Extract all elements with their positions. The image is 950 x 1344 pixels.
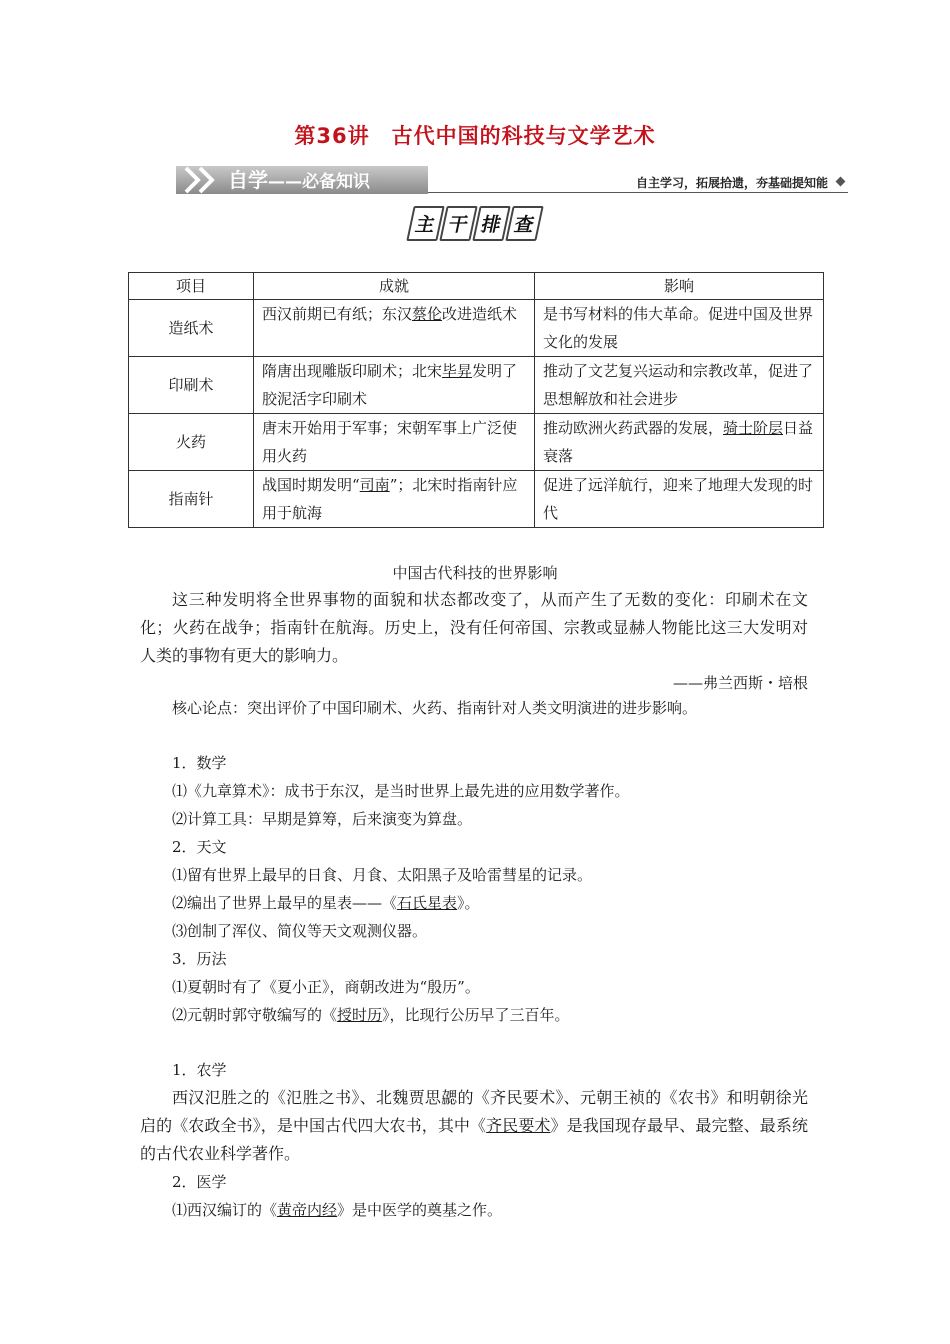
table-cell-achievement: 战国时期发明“司南”；北宋时指南针应用于航海 [254,471,535,528]
table-header-row [129,273,824,300]
chevron-double-icon [182,166,222,194]
heading-medicine: 2．医学 [172,1173,227,1191]
table-cell-impact: 推动欧洲火药武器的发展，骑士阶层日益衰落 [535,414,824,471]
section-badge [0,206,950,241]
page-title: 第36讲 古代中国的科技与文学艺术 [294,124,656,148]
badge-char: 查 [505,206,543,241]
list-item: ⑶创制了浑仪、简仪等天文观测仪器。 [172,922,428,940]
banner-subtitle: 自主学习，拓展拾遗，夯基础提知能 [635,176,828,190]
table-cell-achievement: 西汉前期已有纸；东汉蔡伦改进造纸术 [254,300,535,357]
table-cell-item: 火药 [129,414,254,471]
badge-char: 主 [406,206,444,241]
heading-calendar: 3．历法 [172,950,227,968]
list-item: ⑴西汉编订的《黄帝内经》是中医学的奠基之作。 [172,1201,503,1219]
banner-label-rest: ——必备知识 [268,172,370,192]
table-cell-item: 印刷术 [129,357,254,414]
agriculture-paragraph: 西汉氾胜之的《氾胜之书》、北魏贾思勰的《齐民要术》、元朝王祯的《农书》和明朝徐光启的《农政全书》，是中国古代四大农书，其中《齐民要术》是我国现存最早、最完整、最系统的古代农业科学著作。 [140,1088,808,1163]
quote-text: 这三种发明将全世界事物的面貌和状态都改变了，从而产生了无数的变化：印刷术在文化；火药在战争；指南针在航海。历史上，没有任何帝国、宗教或显赫人物能比这三大发明对人类的事物有更大的影响力。 [140,590,808,665]
banner-label-strong: 自学 [228,168,268,192]
banner-label [228,168,370,192]
table-header: 成就 [254,273,535,300]
diamond-icon [836,177,846,187]
heading-astronomy: 2．天文 [172,838,227,856]
table-cell-impact: 推动了文艺复兴运动和宗教改革，促进了思想解放和社会进步 [535,357,824,414]
table-row [129,300,824,357]
badge-char: 排 [472,206,510,241]
table-header: 项目 [129,273,254,300]
banner-rule [428,192,848,193]
list-item: ⑴《九章算术》：成书于东汉，是当时世界上最先进的应用数学著作。 [172,782,630,800]
table-header: 影响 [535,273,824,300]
quote-attribution: ——弗兰西斯・培根 [672,674,808,692]
table-row [129,414,824,471]
table-cell-achievement: 隋唐出现雕版印刷术；北宋毕昇发明了胶泥活字印刷术 [254,357,535,414]
core-argument: 核心论点：突出评价了中国印刷术、火药、指南针对人类文明演进的进步影响。 [172,699,698,717]
list-item: ⑵计算工具：早期是算筹，后来演变为算盘。 [172,810,473,828]
quote-title: 中国古代科技的世界影响 [392,564,558,582]
table-cell-achievement: 唐末开始用于军事；宋朝军事上广泛使用火药 [254,414,535,471]
table-cell-item: 造纸术 [129,300,254,357]
list-item: ⑵元朝时郭守敬编写的《授时历》，比现行公历早了三百年。 [172,1006,570,1024]
heading-agriculture: 1．农学 [172,1061,227,1079]
table-cell-impact: 是书写材料的伟大革命。促进中国及世界文化的发展 [535,300,824,357]
table-cell-impact: 促进了远洋航行，迎来了地理大发现的时代 [535,471,824,528]
achievements-table [128,272,824,528]
list-item: ⑴留有世界上最早的日食、月食、太阳黑子及哈雷彗星的记录。 [172,866,593,884]
list-item: ⑵编出了世界上最早的星表——《石氏星表》。 [172,894,480,912]
table-cell-item: 指南针 [129,471,254,528]
section-banner [176,164,848,196]
list-item: ⑴夏朝时有了《夏小正》，商朝改进为“殷历”。 [172,978,480,996]
heading-math: 1．数学 [172,754,227,772]
table-row [129,357,824,414]
table-row [129,471,824,528]
badge-char: 干 [439,206,477,241]
